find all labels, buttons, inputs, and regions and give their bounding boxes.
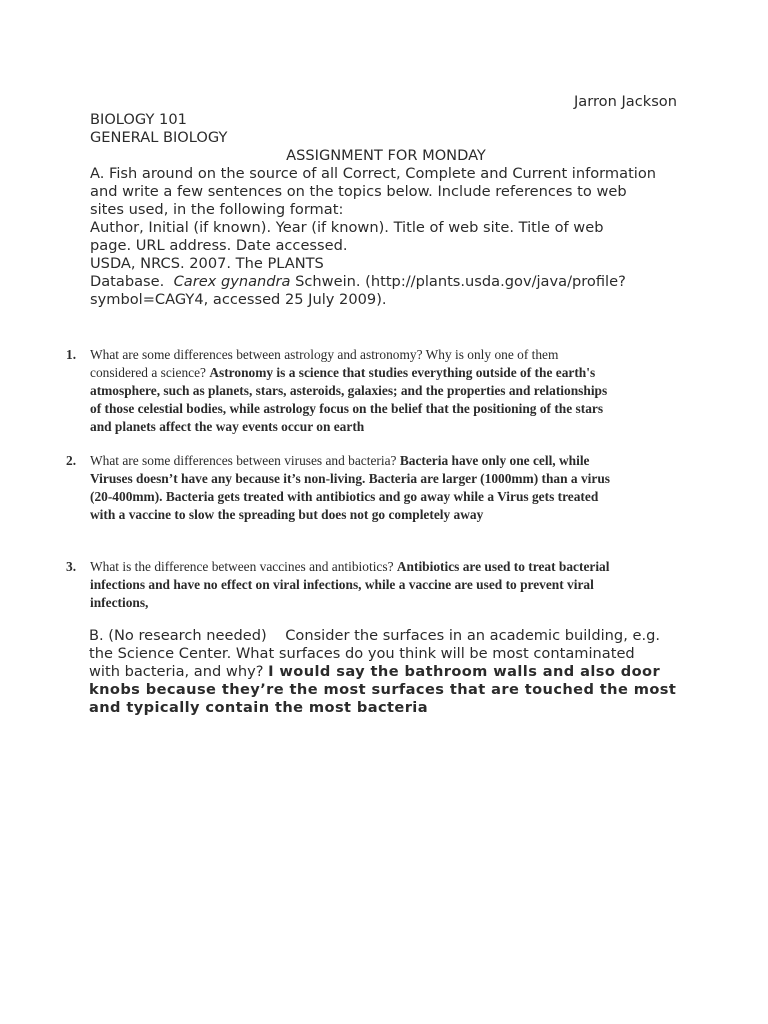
question-body <box>90 452 682 524</box>
question-number: 1. <box>66 347 77 362</box>
course-code: BIOLOGY 101 <box>90 111 187 128</box>
section-b-answer: and typically contain the most bacteria <box>89 699 428 716</box>
question-mixed-line <box>90 558 682 576</box>
section-b-mixed-line <box>89 663 689 681</box>
section-a-line: sites used, in the following format: <box>90 201 344 218</box>
question-text: What are some differences between astrology and astronomy? Why is only one of them <box>90 347 559 362</box>
citation-species: Carex gynandra <box>173 273 291 290</box>
assignment-title: ASSIGNMENT FOR MONDAY <box>286 147 486 164</box>
section-b-answer: knobs because they’re the most surfaces that are touched the most <box>89 681 677 698</box>
author-name: Jarron Jackson <box>574 93 677 110</box>
answer-text: infections, <box>90 595 149 610</box>
section-b-line: B. (No research needed) Consider the surfaces in an academic building, e.g. <box>89 627 660 644</box>
question-text: considered a science? <box>90 365 210 380</box>
section-b-question: with bacteria, and why? <box>89 663 269 680</box>
answer-text: atmosphere, such as planets, stars, asteroids, galaxies; and the properties and relationships <box>90 383 608 398</box>
section-b-answer: I would say the bathroom walls and also door <box>268 663 661 680</box>
section-a <box>90 165 685 309</box>
citation-example-line <box>90 273 685 291</box>
question-number: 3. <box>66 559 77 574</box>
section-b-line: the Science Center. What surfaces do you think will be most contaminated <box>89 645 635 662</box>
answer-text: and planets affect the way events occur on earth <box>90 419 365 434</box>
answer-text: with a vaccine to slow the spreading but does not go completely away <box>90 507 484 522</box>
section-a-line: and write a few sentences on the topics below. Include references to web <box>90 183 627 200</box>
question-number: 2. <box>66 453 77 468</box>
citation-suffix: Schwein. (http://plants.usda.gov/java/profile? <box>290 273 626 290</box>
section-b <box>89 627 689 717</box>
question-text: What are some differences between viruses and bacteria? <box>90 453 400 468</box>
citation-prefix: Database. <box>90 273 174 290</box>
question-mixed-line <box>90 364 682 382</box>
answer-text: Viruses doesn’t have any because it’s non-living. Bacteria are larger (1000mm) than a virus <box>90 471 610 486</box>
course-name: GENERAL BIOLOGY <box>90 129 228 146</box>
section-a-line: Author, Initial (if known). Year (if known). Title of web site. Title of web <box>90 219 604 236</box>
answer-text: of those celestial bodies, while astrology focus on the belief that the positioning of the stars <box>90 401 604 416</box>
question-body <box>90 346 682 436</box>
question-mixed-line <box>90 452 682 470</box>
course-header <box>90 111 690 147</box>
question-body <box>90 558 682 612</box>
citation-last-line: symbol=CAGY4, accessed 25 July 2009). <box>90 291 387 308</box>
section-a-line: A. Fish around on the source of all Correct, Complete and Current information <box>90 165 657 182</box>
question-text: What is the difference between vaccines and antibiotics? <box>90 559 397 574</box>
answer-text: (20-400mm). Bacteria gets treated with antibiotics and go away while a Virus gets treated <box>90 489 599 504</box>
answer-text: Antibiotics are used to treat bacterial <box>396 559 610 574</box>
section-a-line: page. URL address. Date accessed. <box>90 237 348 254</box>
answer-text: infections and have no effect on viral infections, while a vaccine are used to prevent viral <box>90 577 594 592</box>
section-a-line: USDA, NRCS. 2007. The PLANTS <box>90 255 324 272</box>
answer-text: Bacteria have only one cell, while <box>399 453 590 468</box>
answer-text: Astronomy is a science that studies everything outside of the earth's <box>209 365 596 380</box>
